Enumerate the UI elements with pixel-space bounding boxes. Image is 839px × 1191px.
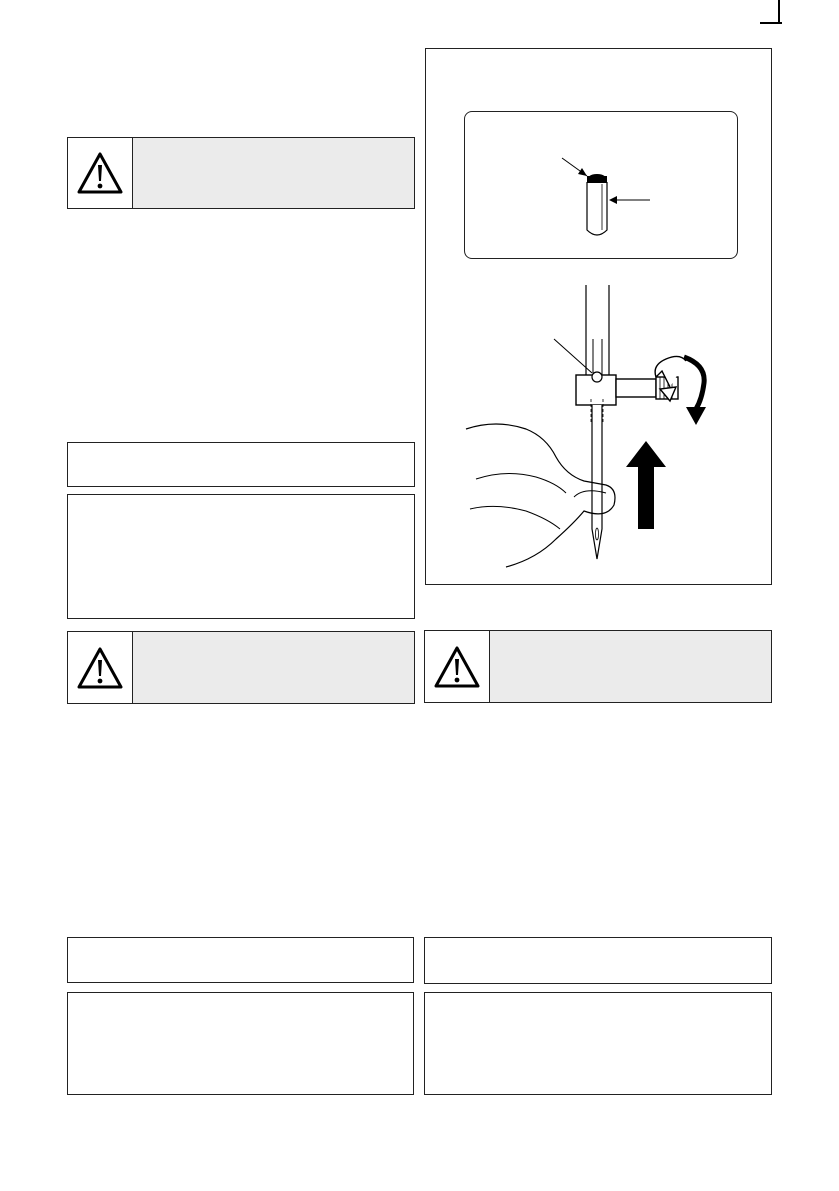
warning-icon-cell [425,631,490,702]
warning-triangle-icon [433,645,481,689]
note-body-1 [67,494,415,619]
warning-icon-cell [68,632,133,703]
figure-frame [425,48,772,585]
note-header-2 [67,937,414,983]
note-body-2 [67,992,414,1095]
warning-box-2 [67,631,415,704]
note-header-3 [424,937,772,984]
warning-box-1 [67,137,415,209]
note-body-3 [424,992,772,1095]
rotate-arrow-icon [684,357,704,409]
needle-detail-drawing [465,112,736,257]
arrow-up-icon [626,441,666,529]
warning-icon-cell [68,138,133,208]
warning-text-3 [490,631,771,702]
warning-triangle-icon [76,646,124,690]
crop-mark [756,0,780,24]
needle-flat-side-detail [464,111,738,259]
needle-installation-illustration [456,279,756,569]
warning-text-1 [133,138,414,208]
crop-mark-horizontal [760,22,782,24]
note-header-1 [67,442,415,487]
warning-text-2 [133,632,414,703]
warning-triangle-icon [76,151,124,195]
warning-box-3 [424,630,772,703]
